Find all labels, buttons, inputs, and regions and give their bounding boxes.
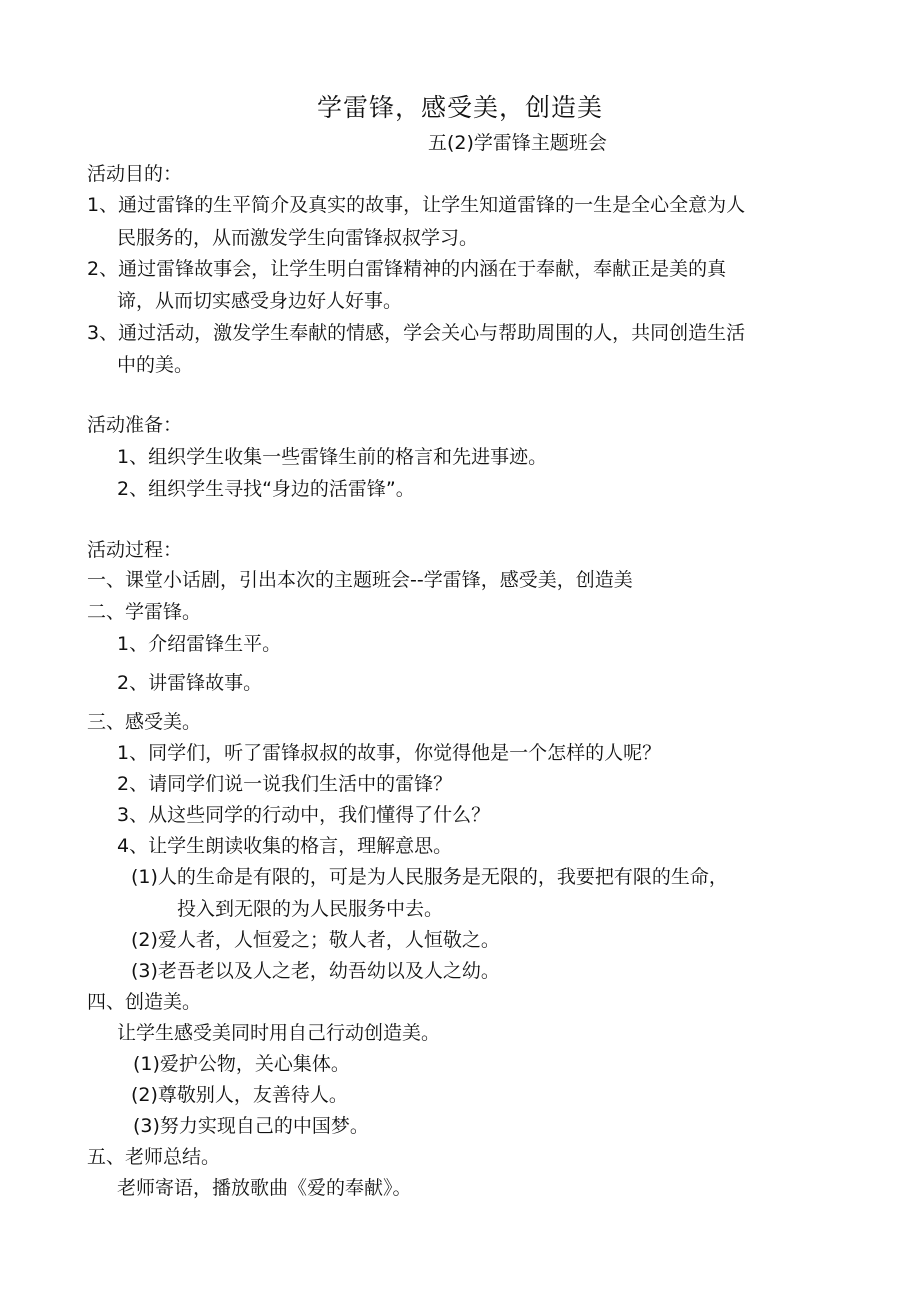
quote-1-line-1: (1)人的生命是有限的，可是为人民服务是无限的，我要把有限的生命，	[131, 866, 728, 888]
process-section-2-item-2: 2、讲雷锋故事。	[117, 672, 263, 694]
quote-1-line-2: 投入到无限的为人民服务中去。	[177, 898, 444, 920]
process-section-2-item-1: 1、介绍雷锋生平。	[117, 633, 282, 655]
document-subtitle: 五(2)学雷锋主题班会	[428, 132, 607, 154]
process-heading: 活动过程：	[87, 539, 183, 561]
process-section-3-item-1: 1、同学们，听了雷锋叔叔的故事，你觉得他是一个怎样的人呢？	[117, 742, 662, 764]
goal-item-1-line-2: 民服务的，从而激发学生向雷锋叔叔学习。	[117, 227, 479, 249]
goals-heading: 活动目的：	[87, 163, 183, 185]
quote-2: (2)爱人者，人恒爱之；敬人者，人恒敬之。	[131, 929, 500, 951]
process-section-4-item-1: (1)爱护公物，关心集体。	[133, 1053, 350, 1075]
prep-item-2: 2、组织学生寻找“身边的活雷锋”。	[117, 478, 415, 500]
process-section-3-item-4: 4、让学生朗读收集的格言，理解意思。	[117, 835, 453, 857]
process-section-4: 四、创造美。	[87, 991, 202, 1013]
process-section-5: 五、老师总结。	[87, 1146, 221, 1168]
process-section-2: 二、学雷锋。	[87, 601, 202, 623]
prep-item-1: 1、组织学生收集一些雷锋生前的格言和先进事迹。	[117, 446, 548, 468]
process-section-4-item-3: (3)努力实现自己的中国梦。	[133, 1115, 369, 1137]
process-section-3: 三、感受美。	[87, 711, 202, 733]
process-section-4-intro: 让学生感受美同时用自己行动创造美。	[117, 1022, 441, 1044]
process-section-4-item-2: (2)尊敬别人，友善待人。	[131, 1084, 348, 1106]
document-title: 学雷锋，感受美，创造美	[316, 93, 603, 122]
process-section-1: 一、课堂小话剧，引出本次的主题班会--学雷锋，感受美，创造美	[87, 569, 633, 591]
process-section-3-item-3: 3、从这些同学的行动中，我们懂得了什么？	[117, 804, 491, 826]
goal-item-2-line-2: 谛，从而切实感受身边好人好事。	[117, 290, 403, 312]
goal-item-3-line-1: 3、通过活动，激发学生奉献的情感，学会关心与帮助周围的人，共同创造生活	[87, 322, 746, 344]
quote-3: (3)老吾老以及人之老，幼吾幼以及人之幼。	[131, 960, 500, 982]
goal-item-2-line-1: 2、通过雷锋故事会，让学生明白雷锋精神的内涵在于奉献，奉献正是美的真	[87, 258, 727, 280]
process-section-3-item-2: 2、请同学们说一说我们生活中的雷锋？	[117, 773, 453, 795]
prep-heading: 活动准备：	[87, 414, 183, 436]
process-section-5-text: 老师寄语，播放歌曲《爱的奉献》。	[117, 1177, 412, 1199]
goal-item-3-line-2: 中的美。	[117, 354, 194, 376]
goal-item-1-line-1: 1、通过雷锋的生平简介及真实的故事，让学生知道雷锋的一生是全心全意为人	[87, 194, 746, 216]
